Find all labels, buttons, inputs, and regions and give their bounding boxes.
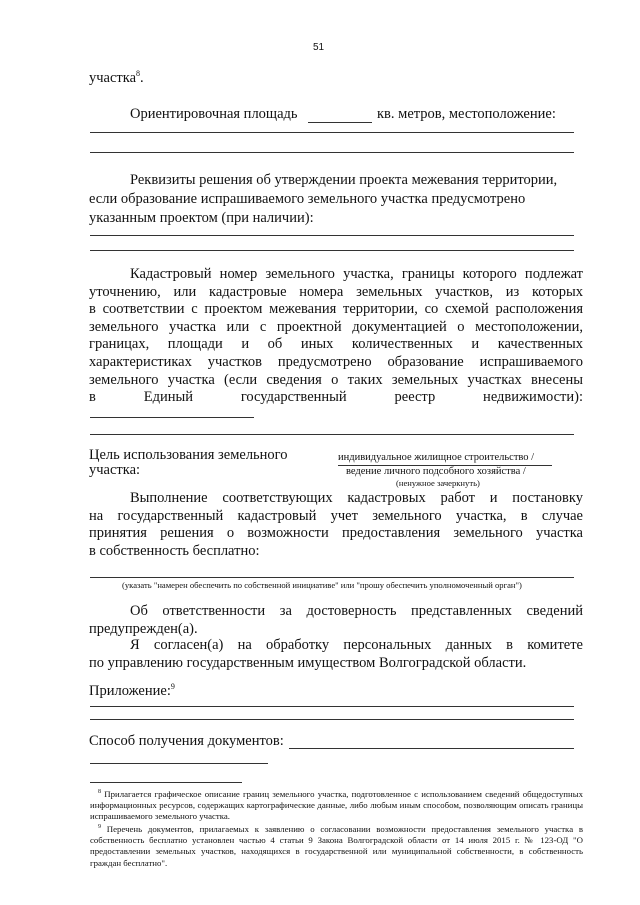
- cadastral-works-hint: (указать "намерен обеспечить по собственной инициативе" или "прошу обеспечить уполномоченный орган"): [122, 580, 522, 590]
- cadastral-line-6: характеристиках участков предусмотрено образование испрашиваемого: [89, 353, 583, 370]
- cadastral-paragraph: [89, 266, 583, 407]
- cadastral-works-input-line[interactable]: [90, 577, 574, 578]
- cadastral-line-2: уточнению, или кадастровые номера земельных участков, из которых: [89, 283, 583, 300]
- delivery-label: Способ получения документов:: [89, 733, 284, 749]
- attachment-label: Приложение:: [89, 683, 171, 699]
- cadastral-works-line-3: принятия решения о возможности предоставления земельного участка: [89, 525, 583, 542]
- delivery-input-line-1[interactable]: [289, 748, 574, 749]
- cadastral-works-line-4: в собственность бесплатно:: [89, 542, 260, 559]
- survey-project-line-3: указанным проектом (при наличии):: [89, 210, 314, 226]
- responsibility-line-2: предупрежден(а).: [89, 620, 198, 637]
- intro-end: .: [140, 70, 144, 86]
- area-label: Ориентировочная площадь: [130, 106, 298, 122]
- footnote-9-mark: 9: [98, 824, 101, 831]
- cadastral-line-7: земельного участка (если сведения о таких земельных участках внесены: [89, 371, 583, 388]
- footnote-8-text: Прилагается графическое описание границ земельного участка, подготовленное с использованием сведений общедоступных информационных ресурсов, содержащих картографические данные, либо любым иным способом, позволяющим описать границы испрашиваемого земельного участка.: [90, 789, 583, 822]
- purpose-option-lph[interactable]: ведение личного подсобного хозяйства /: [346, 466, 526, 477]
- attachment-line-1[interactable]: [90, 706, 574, 707]
- footnote-separator: [90, 782, 242, 783]
- footnote-9-text: Перечень документов, прилагаемых к заявлению о согласовании возможности предоставления земельного участка в собственность бесплатно установлен частью 4 статьи 9 Закона Волгоградской области от 14 июля 2015 г. № 123-ОД "О предоставлении земельных участков, находящихся в государственной или муниципальной собственности, в собственность граждан бесплатно".: [90, 824, 583, 868]
- survey-project-line-2: если образование испрашиваемого земельного участка предусмотрено: [89, 191, 526, 207]
- purpose-hint: (ненужное зачеркнуть): [396, 478, 480, 488]
- consent-paragraph: [89, 637, 583, 672]
- delivery-input-line-2[interactable]: [90, 763, 268, 764]
- cadastral-line-4: земельного участка или с проектной документацией о местоположении,: [89, 318, 583, 335]
- purpose-option-ijs[interactable]: индивидуальное жилищное строительство /: [338, 452, 535, 463]
- page-number: 51: [313, 42, 325, 53]
- survey-project-line-blank-1[interactable]: [90, 235, 574, 236]
- cadastral-line-5: границах, площади и об иных количественных и качественных: [89, 336, 583, 353]
- cadastral-line-8: в Единый государственный реестр недвижимости):: [89, 389, 583, 406]
- cadastral-works-line-1: Выполнение соответствующих кадастровых работ и постановку: [130, 490, 583, 506]
- footnote-ref-9: 9: [170, 682, 175, 692]
- cadastral-works-paragraph: [89, 490, 583, 560]
- attachment-line-2[interactable]: [90, 719, 574, 720]
- consent-line-1: Я согласен(а) на обработку персональных данных в комитете: [130, 637, 583, 653]
- footnote-ref-8: 8: [136, 69, 141, 79]
- area-input-line[interactable]: [308, 122, 372, 123]
- area-location-label: кв. метров, местоположение:: [377, 106, 556, 122]
- location-line-1[interactable]: [90, 132, 574, 133]
- cadastral-line-3: в соответствии с проектом межевания территории, со схемой расположения: [89, 301, 583, 318]
- cadastral-number-line-2[interactable]: [90, 434, 574, 435]
- survey-project-line-blank-2[interactable]: [90, 250, 574, 251]
- purpose-label-line-2: участка:: [89, 462, 141, 478]
- intro-line: [89, 70, 144, 87]
- responsibility-line-1: Об ответственности за достоверность представленных сведений: [130, 603, 583, 619]
- consent-line-2: по управлению государственным имуществом Волгоградской области.: [89, 654, 527, 671]
- location-line-2[interactable]: [90, 152, 574, 153]
- purpose-label-line-1: Цель использования земельного: [89, 447, 288, 463]
- intro-word: участка: [89, 70, 137, 86]
- cadastral-line-1: Кадастровый номер земельного участка, границы которого подлежат: [130, 266, 583, 282]
- responsibility-paragraph: [89, 603, 583, 638]
- cadastral-works-line-2: на государственный кадастровый учет земельного участка, в случае: [89, 507, 583, 524]
- survey-project-line-1: Реквизиты решения об утверждении проекта межевания территории,: [130, 172, 558, 188]
- footnote-8-mark: 8: [98, 789, 101, 796]
- cadastral-number-line-1[interactable]: [90, 417, 254, 418]
- footnote-9: [90, 824, 583, 869]
- footnote-8: [90, 789, 583, 823]
- attachment-line: [89, 683, 175, 700]
